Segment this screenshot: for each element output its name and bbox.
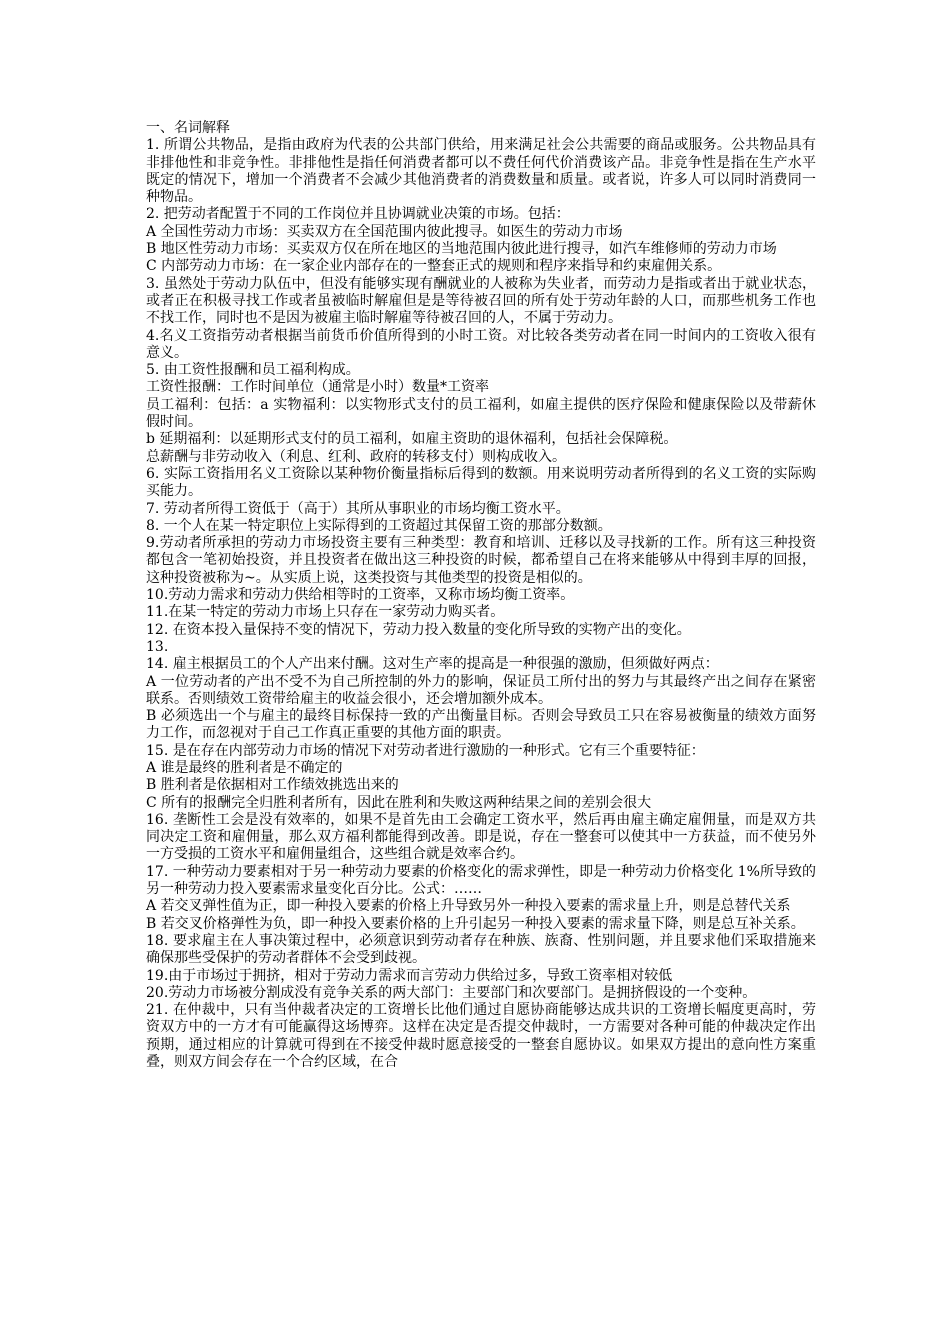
- document-body: [146, 120, 816, 1071]
- paragraph: C 内部劳动力市场：在一家企业内部存在的一整套正式的规则和程序来指导和约束雇佣关系。: [146, 258, 722, 275]
- paragraph: 总薪酬与非劳动收入（利息、红利、政府的转移支付）则构成收入。: [146, 448, 566, 465]
- paragraph: 16. 垄断性工会是没有效率的，如果不是首先由工会确定工资水平，然后再由雇主确定雇佣量，而是双方共同决定工资和雇佣量，那么双方福利都能得到改善。即是说，存在一整套可以使其中一方获益，而不使另外一方受损的工资水平和雇佣量组合，这些组合就是效率合约。: [146, 811, 816, 863]
- paragraph: B 必须选出一个与雇主的最终目标保持一致的产出衡量目标。否则会导致员工只在容易被衡量的绩效方面努力工作，而忽视对于自己工作真正重要的其他方面的职责。: [146, 708, 816, 742]
- paragraph: 14. 雇主根据员工的个人产出来付酬。这对生产率的提高是一种很强的激励，但须做好两点：: [146, 656, 719, 673]
- paragraph: 工资性报酬：工作时间单位（通常是小时）数量*工资率: [146, 379, 489, 396]
- paragraph: 18. 要求雇主在人事决策过程中，必须意识到劳动者存在种族、族裔、性别问题，并且要求他们采取措施来确保那些受保护的劳动者群体不会受到歧视。: [146, 932, 816, 967]
- paragraph: B 若交叉价格弹性为负，即一种投入要素价格的上升引起另一种投入要素的需求量下降，则是总互补关系。: [146, 915, 805, 932]
- paragraph: 12. 在资本投入量保持不变的情况下，劳动力投入数量的变化所导致的实物产出的变化。: [146, 621, 691, 638]
- paragraph: 11.在某一特定的劳动力市场上只存在一家劳动力购买者。: [146, 604, 505, 621]
- paragraph: 3. 虽然处于劳动力队伍中，但没有能够实现有酬就业的人被称为失业者，而劳动力是指或者出于就业状态，或者正在积极寻找工作或者虽被临时解雇但是是等待被召回的所有处于劳动年龄的人口，而那些机务工作也不找工作，同时也不是因为被雇主临时解雇等待被召回的人，不属于劳动力。: [146, 275, 816, 327]
- paragraph: 员工福利：包括：a 实物福利：以实物形式支付的员工福利，如雇主提供的医疗保险和健康保险以及带薪休假时间。: [146, 396, 816, 431]
- paragraph: 4.名义工资指劳动者根据当前货币价值所得到的小时工资。对比较各类劳动者在同一时间内的工资收入很有意义。: [146, 327, 816, 361]
- paragraph: A 一位劳动者的产出不受不为自己所控制的外力的影响，保证员工所付出的努力与其最终产出之间存在紧密联系。否则绩效工资带给雇主的收益会很小，还会增加额外成本。: [146, 673, 816, 707]
- section-heading: 一、名词解释: [146, 120, 230, 136]
- paragraph: A 若交叉弹性值为正，即一种投入要素的价格上升导致另外一种投入要素的需求量上升，则是总替代关系: [146, 898, 791, 915]
- paragraph: 15. 是在存在内部劳动力市场的情况下对劳动者进行激励的一种形式。它有三个重要特征：: [146, 742, 705, 759]
- paragraph: 1. 所谓公共物品，是指由政府为代表的公共部门供给，用来满足社会公共需要的商品或服务。公共物品具有非排他性和非竞争性。非排他性是指任何消费者都可以不费任何代价消费该产品。非竞争性是指在生产水平既定的情况下，增加一个消费者不会减少其他消费者的消费数量和质量。或者说，许多人可以同时消费同一种物品。: [146, 137, 816, 206]
- paragraph: 8. 一个人在某一特定职位上实际得到的工资超过其保留工资的那部分数额。: [146, 517, 612, 534]
- paragraph: A 谁是最终的胜利者是不确定的: [146, 759, 343, 776]
- paragraph: C 所有的报酬完全归胜利者所有，因此在胜利和失败这两种结果之间的差别会很大: [146, 794, 652, 811]
- paragraph: 7. 劳动者所得工资低于（高于）其所从事职业的市场均衡工资水平。: [146, 500, 570, 517]
- paragraph: B 胜利者是依据相对工作绩效挑选出来的: [146, 777, 399, 794]
- paragraph: 13.: [146, 638, 169, 655]
- paragraph: B 地区性劳动力市场：买卖双方仅在所在地区的当地范围内彼此进行搜寻，如汽车维修师的劳动力市场: [146, 241, 777, 258]
- paragraph: 5. 由工资性报酬和员工福利构成。: [146, 362, 360, 379]
- paragraph: 10.劳动力需求和劳动力供给相等时的工资率，又称市场均衡工资率。: [146, 587, 575, 604]
- paragraph: 6. 实际工资指用名义工资除以某种物价衡量指标后得到的数额。用来说明劳动者所得到的名义工资的实际购买能力。: [146, 465, 816, 500]
- paragraph: 17. 一种劳动力要素相对于另一种劳动力要素的价格变化的需求弹性，即是一种劳动力价格变化 1%所导致的另一种劳动力投入要素需求量变化百分比。公式：……: [146, 863, 816, 898]
- paragraph: b 延期福利：以延期形式支付的员工福利，如雇主资助的退休福利，包括社会保障税。: [146, 431, 678, 448]
- paragraph: 19.由于市场过于拥挤，相对于劳动力需求而言劳动力供给过多，导致工资率相对较低: [146, 967, 673, 984]
- paragraph: A 全国性劳动力市场：买卖双方在全国范围内彼此搜寻。如医生的劳动力市场: [146, 223, 623, 240]
- paragraph: 9.劳动者所承担的劳动力市场投资主要有三种类型：教育和培训、迁移以及寻找新的工作。所有这三种投资都包含一笔初始投资，并且投资者在做出这三种投资的时候，都希望自己在将来能够从中得到丰厚的回报，这种投资被称为~。从实质上说，这类投资与其他类型的投资是相似的。: [146, 535, 816, 586]
- paragraph: 21. 在仲裁中，只有当仲裁者决定的工资增长比他们通过自愿协商能够达成共识的工资增长幅度更高时，劳资双方中的一方才有可能赢得这场博弈。这样在决定是否提交仲裁时，一方需要对各种可能的仲裁决定作出预期，通过相应的计算就可得到在不接受仲裁时愿意接受的一整套自愿协议。如果双方提出的意向性方案重叠，则双方间会存在一个合约区域，在合: [146, 1002, 816, 1071]
- paragraph: 2. 把劳动者配置于不同的工作岗位并且协调就业决策的市场。包括：: [146, 206, 570, 223]
- paragraph: 20.劳动力市场被分割成没有竞争关系的两大部门：主要部门和次要部门。是拥挤假设的一个变种。: [146, 984, 757, 1001]
